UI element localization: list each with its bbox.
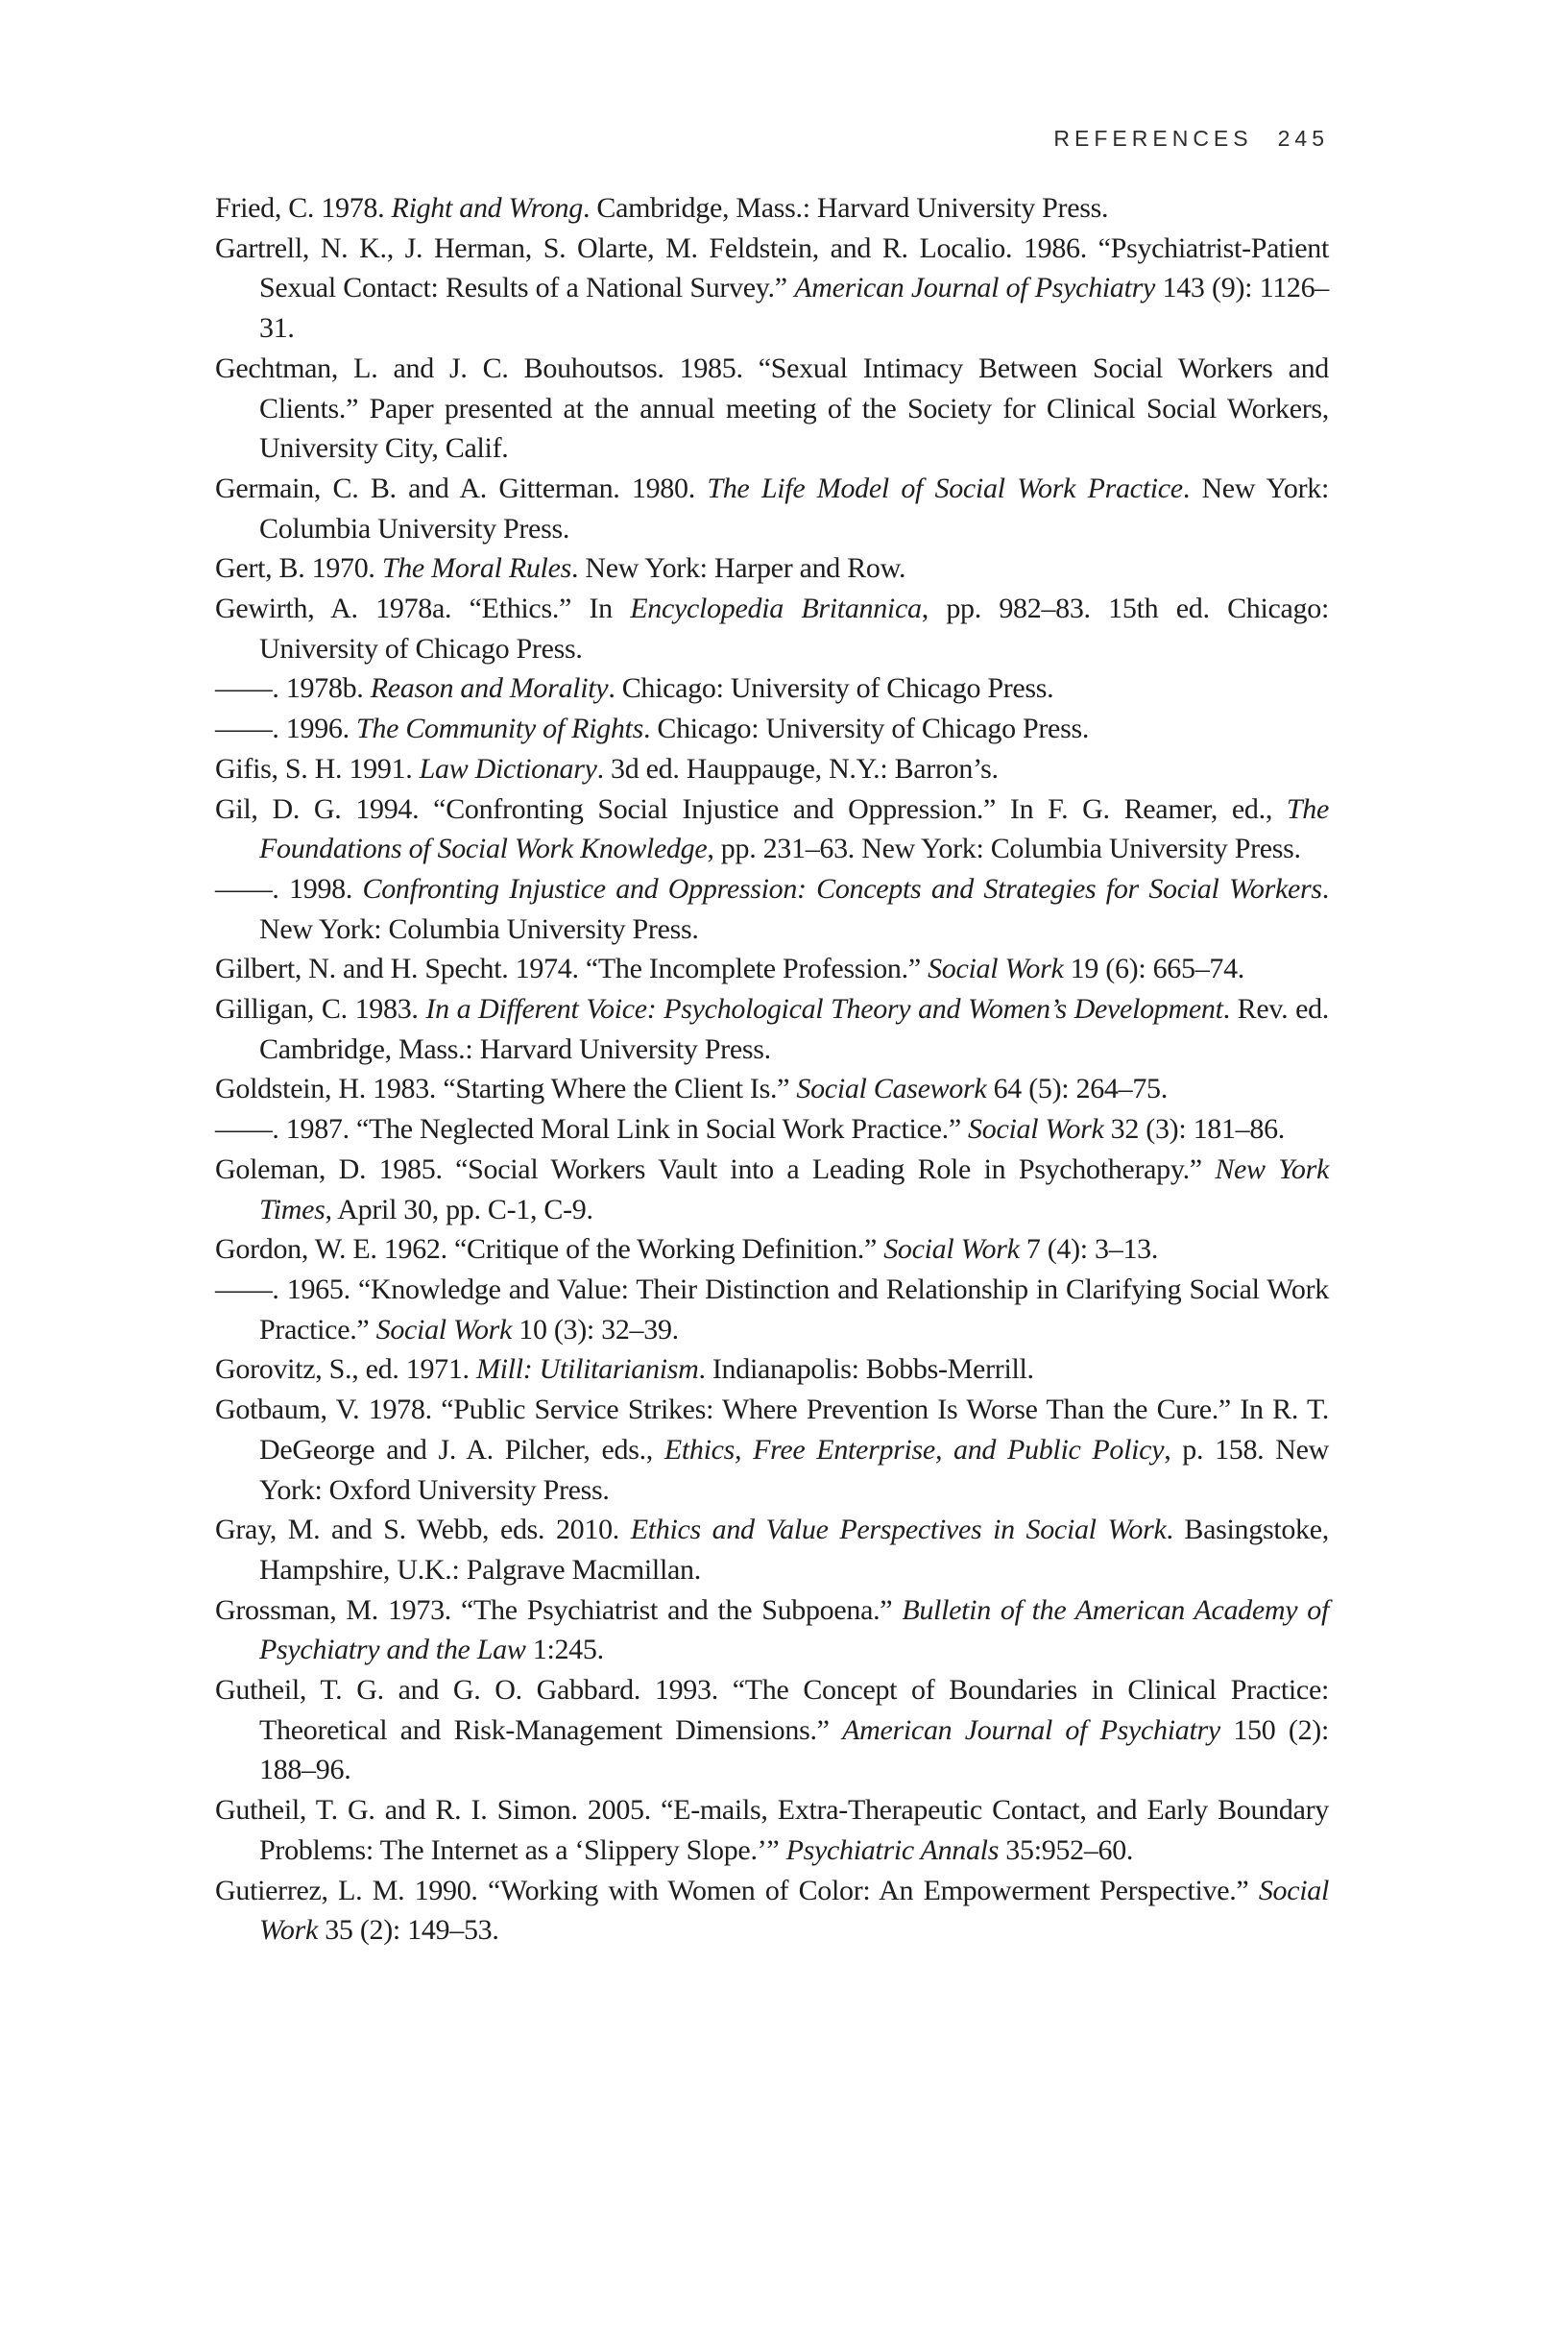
reference-text: Gutierrez, L. M. 1990. “Working with Women of Color: An Empowerment Perspective.” xyxy=(215,1874,1259,1906)
reference-text: 35 (2): 149–53. xyxy=(318,1914,499,1947)
reference-text: , p. 158. New York: Oxford University Press. xyxy=(259,1433,1329,1506)
reference-entry xyxy=(215,229,1329,349)
reference-text: Gordon, W. E. 1962. “Critique of the Working Definition.” xyxy=(215,1233,884,1266)
reference-text: , pp. 982–83. 15th ed. Chicago: University of Chicago Press. xyxy=(259,593,1329,665)
reference-title-italic: Bulletin of the American Academy of Psychiatry and the Law xyxy=(259,1593,1329,1666)
reference-text: . 3d ed. Hauppauge, N.Y.: Barron’s. xyxy=(596,752,999,785)
reference-text: Gil, D. G. 1994. “Confronting Social Injustice and Oppression.” In F. G. Reamer, ed., xyxy=(215,792,1287,825)
reference-entry xyxy=(215,749,1329,789)
reference-title-italic: Social Work xyxy=(968,1113,1104,1146)
page-number: 245 xyxy=(1277,126,1329,151)
reference-title-italic: Social Work xyxy=(259,1874,1329,1947)
reference-text: . New York: Harper and Row. xyxy=(570,552,906,585)
reference-text: Gray, M. and S. Webb, eds. 2010. xyxy=(215,1514,631,1546)
reference-title-italic: American Journal of Psychiatry xyxy=(842,1713,1220,1746)
reference-title-italic: In a Different Voice: Psychological Theory and Women’s Development xyxy=(425,993,1223,1026)
reference-entry xyxy=(215,188,1329,229)
reference-text: 19 (6): 665–74. xyxy=(1063,953,1244,985)
reference-text: 64 (5): 264–75. xyxy=(986,1073,1168,1105)
reference-entry xyxy=(215,548,1329,589)
reference-text: Gutheil, T. G. and G. O. Gabbard. 1993. “The Concept of Boundaries in Clinical Practice: Theoretical and Risk-Management Dimensions.” xyxy=(215,1674,1329,1746)
reference-entry xyxy=(215,1590,1329,1670)
reference-entry xyxy=(215,1109,1329,1150)
reference-text: 10 (3): 32–39. xyxy=(512,1313,679,1346)
reference-title-italic: Encyclopedia Britannica xyxy=(630,593,922,625)
reference-entry xyxy=(215,989,1329,1069)
reference-text: ——. 1987. “The Neglected Moral Link in Social Work Practice.” xyxy=(215,1113,969,1146)
reference-text: Gechtman, L. and J. C. Bouhoutsos. 1985. “Sexual Intimacy Between Social Workers and Clients.” Paper presented at the annual meeting of the Society for Clinical Social Workers, University City, Calif. xyxy=(215,352,1329,465)
reference-title-italic: Right and Wrong xyxy=(391,192,583,224)
reference-entry xyxy=(215,1510,1329,1589)
reference-text: , pp. 231–63. New York: Columbia University Press. xyxy=(707,833,1301,865)
reference-text: Grossman, M. 1973. “The Psychiatrist and the Subpoena.” xyxy=(215,1593,903,1626)
reference-text: Goldstein, H. 1983. “Starting Where the Client Is.” xyxy=(215,1073,797,1105)
reference-text: . New York: Columbia University Press. xyxy=(259,872,1329,945)
reference-text: Germain, C. B. and A. Gitterman. 1980. xyxy=(215,472,708,504)
reference-text: Gartrell, N. K., J. Herman, S. Olarte, M. Feldstein, and R. Localio. 1986. “Psychiatrist-Patient Sexual Contact: Results of a National Survey.” xyxy=(215,231,1329,304)
reference-text: 7 (4): 3–13. xyxy=(1019,1233,1159,1266)
reference-title-italic: The Foundations of Social Work Knowledge xyxy=(259,792,1329,865)
reference-entry xyxy=(215,668,1329,709)
reference-entry xyxy=(215,1349,1329,1390)
reference-title-italic: Law Dictionary xyxy=(419,752,597,785)
reference-text: Gutheil, T. G. and R. I. Simon. 2005. “E-mails, Extra-Therapeutic Contact, and Early Boundary Problems: The Internet as a ‘Slippery Slope.’” xyxy=(215,1794,1329,1866)
reference-text: ——. 1998. xyxy=(215,872,363,905)
reference-text: Gewirth, A. 1978a. “Ethics.” In xyxy=(215,593,631,625)
reference-text: . Chicago: University of Chicago Press. xyxy=(642,713,1090,745)
reference-title-italic: The Community of Rights xyxy=(356,713,643,745)
reference-title-italic: Psychiatric Annals xyxy=(785,1833,1000,1866)
reference-entry xyxy=(215,1670,1329,1790)
reference-entry xyxy=(215,589,1329,668)
running-head-label: REFERENCES xyxy=(1053,126,1253,151)
reference-text: ——. 1978b. xyxy=(215,672,371,705)
reference-entry xyxy=(215,1390,1329,1510)
reference-text: . Cambridge, Mass.: Harvard University Press. xyxy=(582,192,1109,224)
reference-title-italic: Social Casework xyxy=(796,1073,987,1105)
reference-title-italic: Confronting Injustice and Oppression: Concepts and Strategies for Social Workers xyxy=(362,872,1322,905)
reference-entry xyxy=(215,949,1329,989)
reference-text: ——. 1965. “Knowledge and Value: Their Distinction and Relationship in Clarifying Social Work Practice.” xyxy=(215,1273,1329,1346)
reference-title-italic: Reason and Morality xyxy=(370,672,609,705)
reference-text: Gilbert, N. and H. Specht. 1974. “The Incomplete Profession.” xyxy=(215,953,929,985)
reference-text: Gorovitz, S., ed. 1971. xyxy=(215,1353,476,1386)
reference-title-italic: Ethics, Free Enterprise, and Public Policy xyxy=(663,1433,1165,1466)
reference-text: 143 (9): 1126–31. xyxy=(259,272,1330,345)
reference-text: Gotbaum, V. 1978. “Public Service Strikes: Where Prevention Is Worse Than the Cure.” In R. T. DeGeorge and J. A. Pilcher, eds., xyxy=(215,1394,1329,1466)
reference-entry xyxy=(215,1871,1329,1951)
references-list xyxy=(215,188,1329,1951)
reference-text: 35:952–60. xyxy=(999,1833,1134,1866)
reference-text: , April 30, pp. C-1, C-9. xyxy=(325,1193,593,1225)
reference-title-italic: The Moral Rules xyxy=(381,552,571,585)
reference-text: 150 (2): 188–96. xyxy=(259,1713,1329,1786)
reference-entry xyxy=(215,1790,1329,1870)
reference-text: . Rev. ed. Cambridge, Mass.: Harvard University Press. xyxy=(259,993,1330,1065)
reference-title-italic: American Journal of Psychiatry xyxy=(794,272,1156,304)
reference-text: . Chicago: University of Chicago Press. xyxy=(608,672,1054,705)
reference-title-italic: New York Times xyxy=(259,1152,1329,1225)
reference-entry xyxy=(215,1150,1329,1229)
reference-title-italic: The Life Model of Social Work Practice xyxy=(707,472,1183,504)
reference-title-italic: Mill: Utilitarianism xyxy=(475,1353,699,1386)
reference-text: Gifis, S. H. 1991. xyxy=(215,752,420,785)
reference-entry xyxy=(215,869,1329,949)
reference-entry xyxy=(215,789,1329,869)
reference-title-italic: Social Work xyxy=(883,1233,1020,1266)
reference-text: 1:245. xyxy=(525,1634,604,1666)
reference-title-italic: Social Work xyxy=(375,1313,513,1346)
reference-text: . Basingstoke, Hampshire, U.K.: Palgrave Macmillan. xyxy=(259,1514,1329,1586)
reference-entry xyxy=(215,469,1329,548)
reference-text: . New York: Columbia University Press. xyxy=(259,472,1329,545)
running-head xyxy=(215,128,1329,150)
reference-title-italic: Ethics and Value Perspectives in Social Work xyxy=(630,1514,1167,1546)
reference-text: . Indianapolis: Bobbs-Merrill. xyxy=(698,1353,1034,1386)
reference-title-italic: Social Work xyxy=(928,953,1064,985)
reference-text: Gert, B. 1970. xyxy=(215,552,382,585)
reference-entry xyxy=(215,709,1329,749)
reference-text: 32 (3): 181–86. xyxy=(1103,1113,1285,1146)
reference-text: ——. 1996. xyxy=(215,713,357,745)
reference-entry xyxy=(215,349,1329,469)
reference-entry xyxy=(215,1069,1329,1109)
reference-text: Gilligan, C. 1983. xyxy=(215,993,426,1026)
reference-text: Goleman, D. 1985. “Social Workers Vault into a Leading Role in Psychotherapy.” xyxy=(215,1152,1216,1185)
reference-text: Fried, C. 1978. xyxy=(215,192,392,224)
reference-entry xyxy=(215,1270,1329,1349)
reference-entry xyxy=(215,1229,1329,1270)
